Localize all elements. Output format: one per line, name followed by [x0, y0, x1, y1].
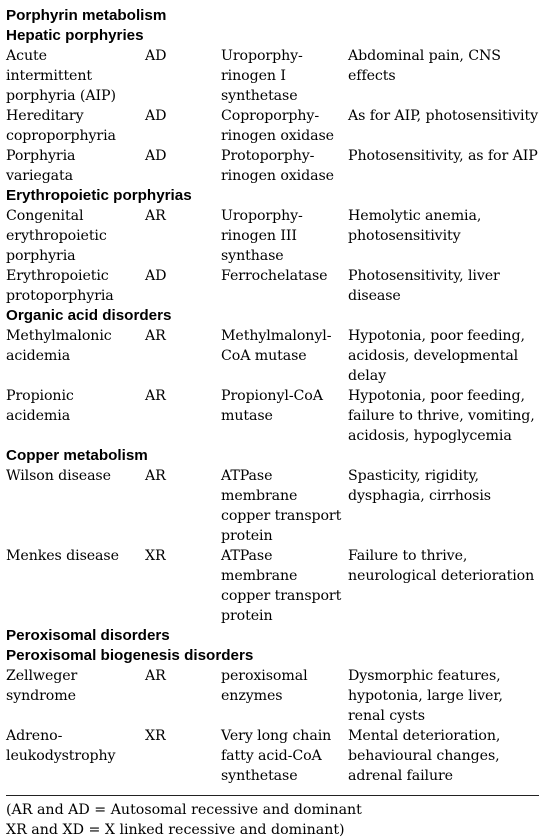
section-heading: Organic acid disorders: [6, 307, 172, 324]
enzyme-cell: Uroporphy-: [221, 208, 303, 224]
disorder-name-cell: acidemia: [6, 348, 71, 364]
features-cell: Hypotonia, poor feeding,: [348, 328, 525, 344]
section-heading: Erythropoietic porphyrias: [6, 187, 192, 204]
features-cell: Spasticity, rigidity,: [348, 468, 479, 484]
inheritance-cell: AR: [145, 328, 166, 344]
enzyme-cell: membrane: [221, 568, 298, 584]
enzyme-cell: Uroporphy-: [221, 48, 303, 64]
features-cell: delay: [348, 368, 386, 384]
features-cell: behavioural changes,: [348, 748, 500, 764]
inheritance-cell: AD: [145, 108, 167, 124]
enzyme-cell: protein: [221, 528, 273, 544]
enzyme-cell: membrane: [221, 488, 298, 504]
enzyme-cell: ATPase: [221, 468, 273, 484]
features-cell: Hemolytic anemia,: [348, 208, 482, 224]
disorder-name-cell: Propionic: [6, 388, 74, 404]
disorder-name-cell: intermittent: [6, 68, 92, 84]
enzyme-cell: rinogen III: [221, 228, 297, 244]
enzyme-cell: Coproporphy-: [221, 108, 320, 124]
disorder-name-cell: erythropoietic: [6, 228, 107, 244]
enzyme-cell: mutase: [221, 408, 273, 424]
features-cell: Failure to thrive,: [348, 548, 468, 564]
disorder-name-cell: porphyria (AIP): [6, 88, 116, 104]
features-cell: Hypotonia, poor feeding,: [348, 388, 525, 404]
inheritance-cell: XR: [145, 548, 166, 564]
inheritance-cell: AR: [145, 668, 166, 684]
disorder-name-cell: acidemia: [6, 408, 71, 424]
enzyme-cell: protein: [221, 608, 273, 624]
section-heading: Copper metabolism: [6, 447, 148, 464]
enzyme-cell: fatty acid-CoA: [221, 748, 322, 764]
footnote-line: XR and XD = X linked recessive and dominant): [6, 822, 345, 838]
section-heading: Hepatic porphyries: [6, 27, 144, 44]
enzyme-cell: synthetase: [221, 768, 298, 784]
features-cell: As for AIP, photosensitivity: [348, 108, 539, 124]
enzyme-cell: rinogen I: [221, 68, 286, 84]
disorder-name-cell: variegata: [6, 168, 73, 184]
section-heading: Peroxisomal biogenesis disorders: [6, 647, 254, 664]
features-cell: Photosensitivity, liver: [348, 268, 500, 284]
enzyme-cell: Ferrochelatase: [221, 268, 328, 284]
enzyme-cell: rinogen oxidase: [221, 128, 334, 144]
features-cell: Mental deterioration,: [348, 728, 501, 744]
features-cell: hypotonia, large liver,: [348, 688, 503, 704]
inheritance-cell: AR: [145, 208, 166, 224]
enzyme-cell: ATPase: [221, 548, 273, 564]
disorder-name-cell: Porphyria: [6, 148, 76, 164]
features-cell: Dysmorphic features,: [348, 668, 501, 684]
features-cell: disease: [348, 288, 401, 304]
features-cell: acidosis, developmental: [348, 348, 519, 364]
features-cell: effects: [348, 68, 396, 84]
features-cell: failure to thrive, vomiting,: [348, 408, 535, 424]
enzyme-cell: enzymes: [221, 688, 283, 704]
enzyme-cell: rinogen oxidase: [221, 168, 334, 184]
enzyme-cell: peroxisomal: [221, 668, 308, 684]
disorder-name-cell: syndrome: [6, 688, 76, 704]
inheritance-cell: AR: [145, 388, 166, 404]
disorder-name-cell: Zellweger: [6, 668, 78, 684]
features-cell: acidosis, hypoglycemia: [348, 428, 512, 444]
section-heading: Porphyrin metabolism: [6, 7, 167, 24]
features-cell: Abdominal pain, CNS: [348, 48, 501, 64]
enzyme-cell: synthase: [221, 248, 284, 264]
disorder-name-cell: Erythropoietic: [6, 268, 109, 284]
features-cell: adrenal failure: [348, 768, 453, 784]
footnote-line: (AR and AD = Autosomal recessive and dominant: [6, 802, 362, 818]
enzyme-cell: Methylmalonyl-: [221, 328, 332, 344]
features-cell: renal cysts: [348, 708, 425, 724]
disorder-name-cell: Methylmalonic: [6, 328, 112, 344]
enzyme-cell: copper transport: [221, 588, 342, 604]
disorder-name-cell: porphyria: [6, 248, 76, 264]
features-cell: neurological deterioration: [348, 568, 535, 584]
enzyme-cell: Propionyl-CoA: [221, 388, 323, 404]
features-cell: photosensitivity: [348, 228, 461, 244]
enzyme-cell: synthetase: [221, 88, 298, 104]
features-cell: dysphagia, cirrhosis: [348, 488, 491, 504]
enzyme-cell: copper transport: [221, 508, 342, 524]
inheritance-cell: XR: [145, 728, 166, 744]
inheritance-cell: AR: [145, 468, 166, 484]
disorder-name-cell: protoporphyria: [6, 288, 114, 304]
inheritance-cell: AD: [145, 268, 167, 284]
enzyme-cell: CoA mutase: [221, 348, 307, 364]
disorder-name-cell: Menkes disease: [6, 548, 119, 564]
disorder-name-cell: Congenital: [6, 208, 84, 224]
disorder-name-cell: leukodystrophy: [6, 748, 116, 764]
disorder-name-cell: Adreno-: [6, 728, 63, 744]
disorder-name-cell: Hereditary: [6, 108, 84, 124]
inheritance-cell: AD: [145, 148, 167, 164]
features-cell: Photosensitivity, as for AIP: [348, 148, 538, 164]
disorder-name-cell: coproporphyria: [6, 128, 116, 144]
section-heading: Peroxisomal disorders: [6, 627, 170, 644]
inheritance-cell: AD: [145, 48, 167, 64]
disorder-name-cell: Acute: [6, 48, 47, 64]
footnote-divider: [6, 795, 539, 796]
enzyme-cell: Very long chain: [221, 728, 332, 744]
enzyme-cell: Protoporphy-: [221, 148, 315, 164]
disorder-name-cell: Wilson disease: [6, 468, 111, 484]
